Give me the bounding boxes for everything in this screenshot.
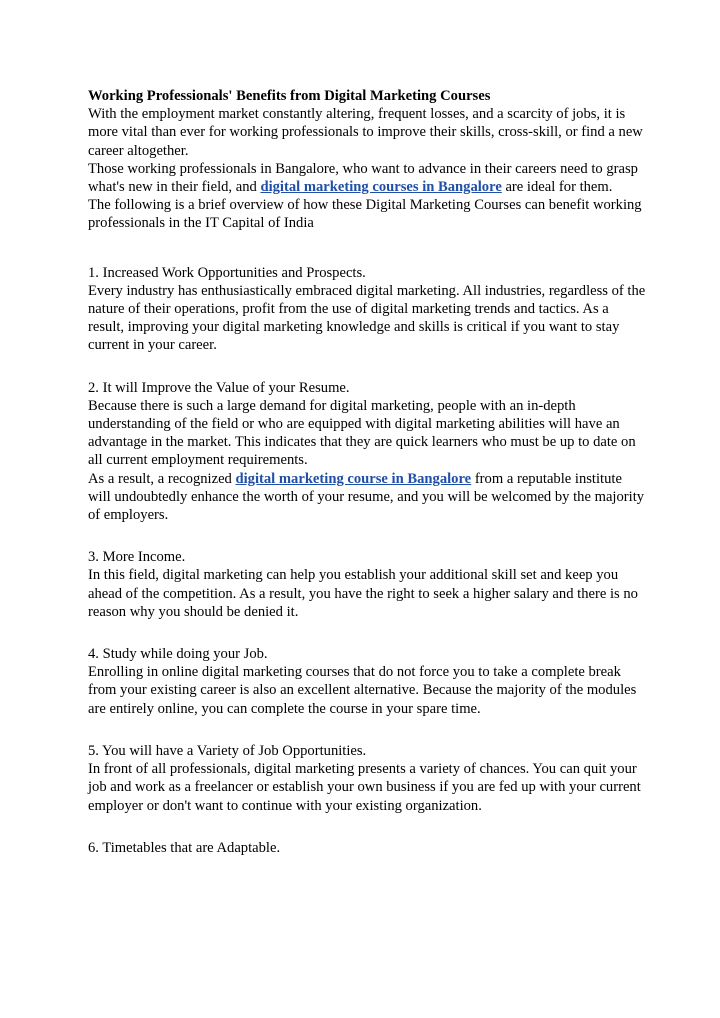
digital-marketing-courses-link[interactable]: digital marketing courses in Bangalore bbox=[260, 179, 502, 196]
document-title: Working Professionals' Benefits from Digital Marketing Courses bbox=[88, 88, 491, 104]
intro-paragraph-2 bbox=[88, 160, 648, 196]
section-body: Enrolling in online digital marketing courses that do not force you to take a complete break from your existing career is also an excellent alternative. Because the majority of the modules are entirely online, you can complete the course in your spare time. bbox=[88, 664, 637, 717]
section-heading: 2. It will Improve the Value of your Resume. bbox=[88, 379, 350, 396]
section-heading: 6. Timetables that are Adaptable. bbox=[88, 839, 281, 856]
section-body: Every industry has enthusiastically embraced digital marketing. All industries, regardless of the nature of their operations, profit from the use of digital marketing trends and tactics. As a result, improving your digital marketing knowledge and skills is critical if you want to stay current in your career. bbox=[88, 282, 646, 354]
section-body: In front of all professionals, digital marketing presents a variety of chances. You can quit your job and work as a freelancer or establish your own business if you are fed up with your current employer or don't want to continue with your existing organization. bbox=[88, 761, 641, 814]
section-1 bbox=[88, 264, 648, 355]
intro-paragraph-2-text-after: are ideal for them. bbox=[501, 179, 613, 196]
section-4 bbox=[88, 645, 648, 718]
section-2 bbox=[88, 379, 648, 525]
section-body: In this field, digital marketing can help you establish your additional skill set and keep you ahead of the competition. As a result, you have the right to seek a higher salary and there is no reason why you should be denied it. bbox=[88, 567, 638, 620]
section-heading: 4. Study while doing your Job. bbox=[88, 646, 268, 663]
intro-paragraph-3: The following is a brief overview of how these Digital Marketing Courses can benefit working professionals in the IT Capital of India bbox=[88, 197, 642, 232]
intro-paragraph-1: With the employment market constantly altering, frequent losses, and a scarcity of jobs, it is more vital than ever for working professionals to improve their skills, cross-skill, or find a new career altogether. bbox=[88, 106, 643, 159]
section-body-2 bbox=[88, 470, 648, 525]
section-body-2-text-before: As a result, a recognized bbox=[88, 470, 236, 487]
intro-block bbox=[88, 105, 648, 232]
section-heading: 5. You will have a Variety of Job Opportunities. bbox=[88, 742, 367, 759]
intro-paragraph-2-text-before: Those working professionals in Bangalore, who want to advance in their careers need to grasp what's new in their field, and bbox=[88, 160, 638, 196]
document-page bbox=[88, 87, 648, 857]
section-heading: 1. Increased Work Opportunities and Prospects. bbox=[88, 264, 366, 281]
section-heading: 3. More Income. bbox=[88, 549, 186, 566]
section-6 bbox=[88, 839, 648, 857]
section-3 bbox=[88, 548, 648, 621]
section-body: Because there is such a large demand for digital marketing, people with an in-depth understanding of the field or who are equipped with digital marketing abilities will have an advantage in the market. This indicates that they are quick learners who must be up to date on all current employment requirements. bbox=[88, 397, 636, 469]
section-body-2-text-after: from a reputable institute will undoubtedly enhance the worth of your resume, and you will be welcomed by the majority of employers. bbox=[88, 470, 645, 524]
section-5 bbox=[88, 742, 648, 815]
digital-marketing-course-link[interactable]: digital marketing course in Bangalore bbox=[235, 470, 472, 487]
